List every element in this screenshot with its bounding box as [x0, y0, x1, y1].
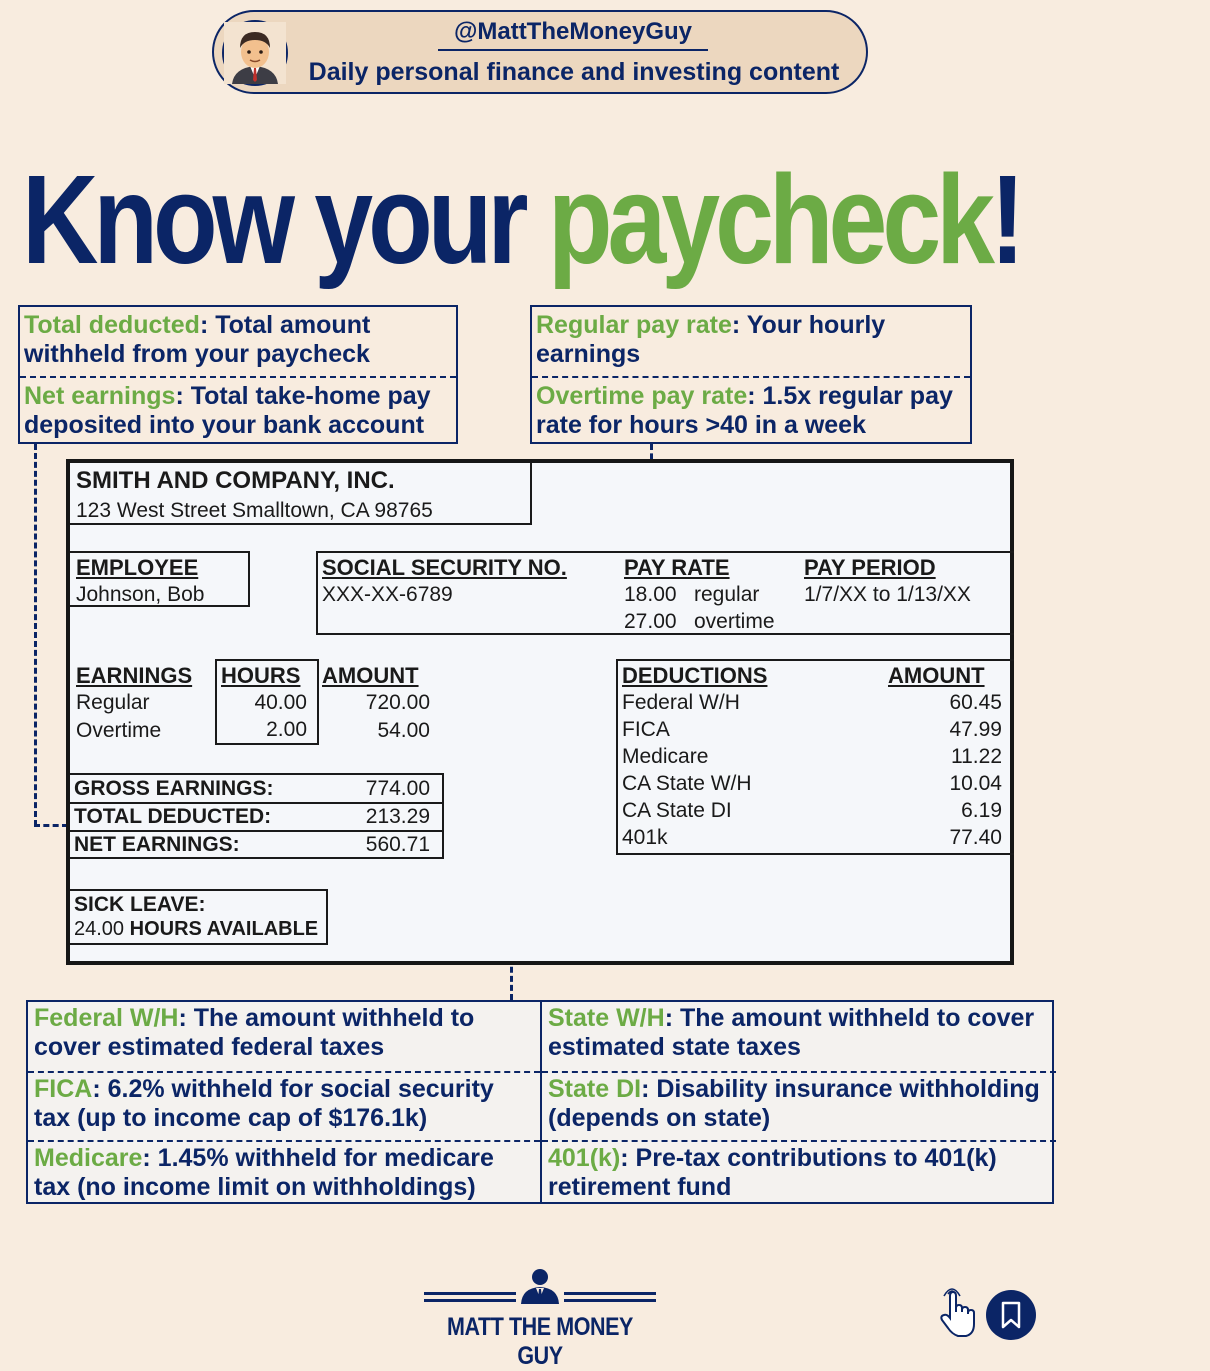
- definition-term: Medicare: [34, 1144, 143, 1172]
- total-deducted-label: TOTAL DEDUCTED:: [74, 805, 272, 828]
- callout-entry: [20, 376, 456, 444]
- brand-logo: [420, 1268, 660, 1371]
- deduction-amount: 77.40: [949, 826, 1002, 849]
- sick-leave-hours: 24.00: [74, 918, 125, 940]
- deductions-amount-label: AMOUNT: [888, 663, 985, 688]
- pay-period-label: PAY PERIOD: [804, 555, 936, 580]
- earnings-label: EARNINGS: [76, 663, 193, 688]
- definition-item: [28, 1002, 540, 1071]
- earnings-regular-amount: 720.00: [365, 691, 430, 714]
- hours-box: [215, 659, 319, 745]
- callout-entry: [20, 307, 456, 376]
- sick-leave-value: [74, 918, 318, 941]
- callout-desc: : Total take-home pay deposited into your bank account: [24, 382, 431, 439]
- definition-term: FICA: [34, 1075, 93, 1103]
- earnings-overtime-amount: 54.00: [377, 719, 430, 742]
- callout-desc: : 1.5x regular pay rate for hours >40 in a week: [536, 382, 953, 439]
- employee-label: EMPLOYEE: [76, 555, 199, 580]
- pay-info-box: [316, 551, 1014, 635]
- definition-item: [28, 1140, 540, 1209]
- deduction-label: Federal W/H: [622, 691, 740, 714]
- callout-desc: : Your hourly earnings: [536, 311, 886, 368]
- totals-box: [70, 773, 444, 859]
- hand-tap-icon: [936, 1286, 984, 1340]
- deductions-box: [616, 659, 1014, 855]
- gross-earnings-label: GROSS EARNINGS:: [74, 777, 274, 800]
- totals-divider: [70, 802, 442, 804]
- profile-handle[interactable]: @MattTheMoneyGuy: [438, 18, 708, 51]
- gross-earnings-value: 774.00: [365, 777, 430, 800]
- deduction-amount: 60.45: [949, 691, 1002, 714]
- page-title: [22, 150, 1072, 290]
- hours-overtime: 2.00: [266, 718, 307, 741]
- connector-line: [34, 444, 37, 826]
- title-exclamation: !: [990, 149, 1021, 290]
- earnings-regular-label: Regular: [76, 691, 150, 714]
- earnings-amount-label: AMOUNT: [322, 663, 419, 688]
- deduction-amount: 6.19: [961, 799, 1002, 822]
- callout-net-earnings: [18, 305, 458, 444]
- profile-header: [212, 10, 868, 94]
- ssn-label: SOCIAL SECURITY NO.: [322, 555, 567, 580]
- callout-term: Net earnings: [24, 382, 176, 410]
- definition-desc: : Disability insurance withholding (depends on state): [548, 1075, 1040, 1132]
- definition-item: [542, 1071, 1056, 1140]
- callout-entry: [532, 307, 970, 376]
- definition-desc: : 1.45% withheld for medicare tax (no income limit on withholdings): [34, 1144, 494, 1201]
- company-name: SMITH AND COMPANY, INC.: [76, 467, 395, 494]
- definition-item: [28, 1071, 540, 1140]
- deduction-amount: 47.99: [949, 718, 1002, 741]
- callout-pay-rate: [530, 305, 972, 444]
- definitions-column-left: [28, 1002, 542, 1202]
- totals-divider: [70, 830, 442, 832]
- deduction-label: 401k: [622, 826, 668, 849]
- hours-regular: 40.00: [254, 691, 307, 714]
- businessman-icon: [420, 1268, 660, 1304]
- deduction-amount: 10.04: [949, 772, 1002, 795]
- pay-rate-regular-value: 18.00: [624, 583, 677, 606]
- deduction-label: CA State DI: [622, 799, 732, 822]
- definition-term: Federal W/H: [34, 1004, 179, 1032]
- net-earnings-label: NET EARNINGS:: [74, 833, 240, 856]
- callout-term: Regular pay rate: [536, 311, 732, 339]
- employee-name: Johnson, Bob: [76, 583, 205, 606]
- callout-term: Total deducted: [24, 311, 200, 339]
- definition-desc: : 6.2% withheld for social security tax (up to income cap of $176.1k): [34, 1075, 494, 1132]
- avatar-emoji-icon: [222, 20, 288, 86]
- definition-item: [542, 1140, 1056, 1209]
- callout-entry: [532, 376, 970, 444]
- sick-leave-label: SICK LEAVE:: [74, 893, 206, 916]
- pay-rate-regular-label: regular: [694, 583, 760, 606]
- title-part-navy: Know your: [22, 149, 548, 290]
- definition-term: State DI: [548, 1075, 642, 1103]
- definition-desc: : The amount withheld to cover estimated state taxes: [548, 1004, 1035, 1061]
- pay-rate-label: PAY RATE: [624, 555, 730, 580]
- deduction-amount: 11.22: [951, 745, 1002, 768]
- definition-item: [542, 1002, 1056, 1071]
- employee-box: [70, 551, 250, 607]
- brand-name: MATT THE MONEY GUY: [447, 1313, 633, 1370]
- deduction-label: Medicare: [622, 745, 709, 768]
- ssn-value: XXX-XX-6789: [322, 583, 453, 606]
- connector-line: [34, 824, 68, 827]
- earnings-overtime-label: Overtime: [76, 719, 162, 742]
- pay-rate-overtime-value: 27.00: [624, 610, 677, 633]
- definition-desc: : The amount withheld to cover estimated federal taxes: [34, 1004, 475, 1061]
- net-earnings-value: 560.71: [365, 833, 430, 856]
- pay-rate-overtime-label: overtime: [694, 610, 775, 633]
- hours-label: HOURS: [221, 663, 301, 688]
- profile-tagline: Daily personal finance and investing content: [308, 58, 840, 86]
- sick-leave-box: [70, 889, 328, 945]
- company-address: 123 West Street Smalltown, CA 98765: [76, 499, 433, 522]
- definitions-column-right: [542, 1002, 1056, 1209]
- definition-term: State W/H: [548, 1004, 665, 1032]
- definitions-grid: [26, 1000, 1054, 1204]
- deduction-label: FICA: [622, 718, 670, 741]
- definition-desc: : Pre-tax contributions to 401(k) retirement fund: [548, 1144, 997, 1201]
- company-box: [70, 463, 532, 525]
- paystub: [66, 459, 1014, 965]
- pay-period-value: 1/7/XX to 1/13/XX: [804, 583, 971, 606]
- bookmark-icon[interactable]: [986, 1290, 1036, 1340]
- total-deducted-value: 213.29: [365, 805, 430, 828]
- title-part-green: paycheck: [547, 149, 991, 290]
- sick-leave-suffix: HOURS AVAILABLE: [129, 918, 319, 940]
- definition-term: 401(k): [548, 1144, 621, 1172]
- callout-term: Overtime pay rate: [536, 382, 748, 410]
- deduction-label: CA State W/H: [622, 772, 752, 795]
- callout-desc: : Total amount withheld from your paycheck: [24, 311, 371, 368]
- deductions-label: DEDUCTIONS: [622, 663, 768, 688]
